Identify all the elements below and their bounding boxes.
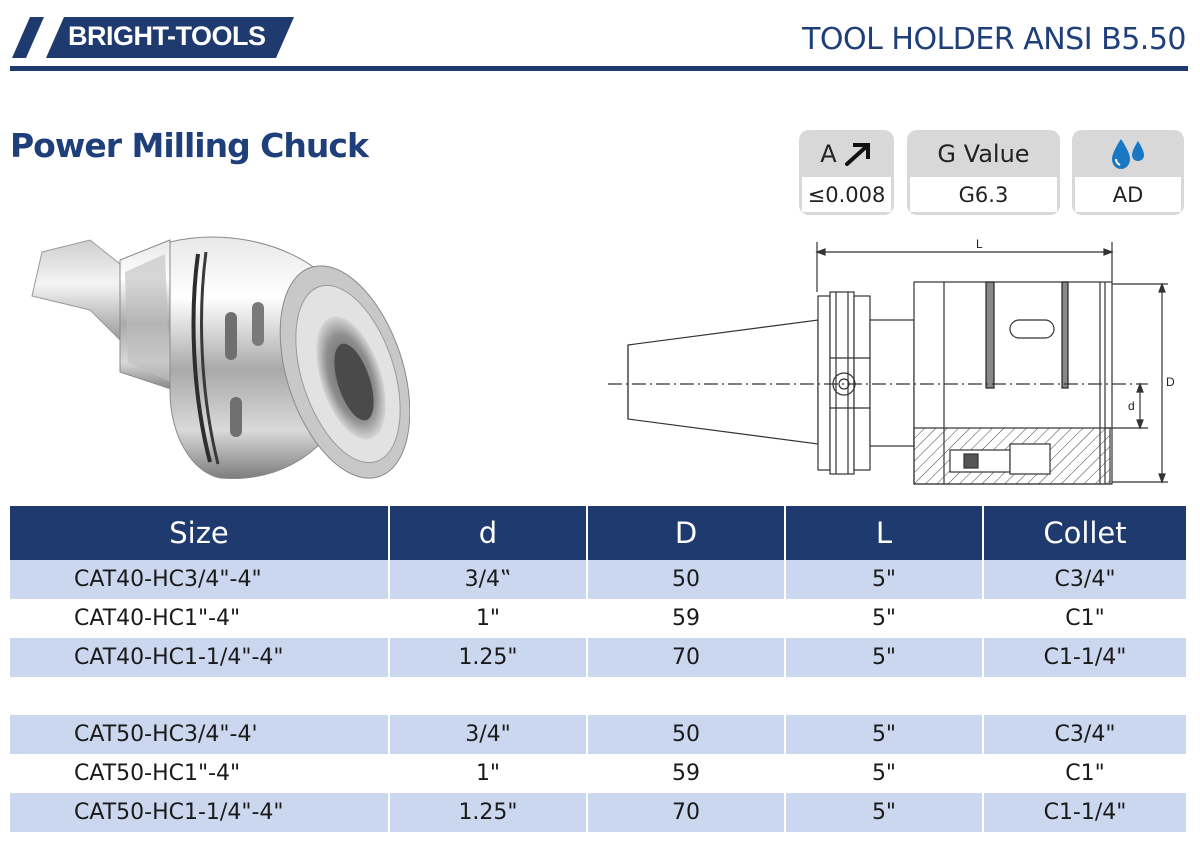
- coolant-drops-icon: [1108, 137, 1148, 171]
- cell-collet: C1-1/4": [984, 793, 1186, 832]
- runout-spec-box: [799, 130, 894, 215]
- runout-label: A: [820, 139, 837, 168]
- header-divider: [10, 66, 1188, 71]
- runout-arrow-icon: [843, 141, 873, 167]
- coolant-value: AD: [1075, 177, 1181, 212]
- cell-L: 5": [786, 793, 984, 832]
- cell-collet: C1-1/4": [984, 638, 1186, 677]
- cell-collet: C3/4": [984, 715, 1186, 754]
- document-title: TOOL HOLDER ANSI B5.50: [802, 22, 1186, 57]
- col-header-L: L: [786, 506, 984, 560]
- technical-drawing: [600, 232, 1190, 494]
- cell-L: 5": [786, 560, 984, 599]
- cell-size: CAT40-HC3/4"-4": [10, 560, 390, 599]
- col-header-collet: Collet: [984, 506, 1186, 560]
- g-value-label: G Value: [937, 139, 1030, 168]
- cell-d: 3/4": [390, 715, 588, 754]
- cell-d: 1.25": [390, 793, 588, 832]
- table-row: [10, 715, 1186, 754]
- spec-table: [10, 506, 1186, 832]
- table-row: [10, 638, 1186, 677]
- cell-D: 50: [588, 560, 786, 599]
- coolant-spec-box: [1072, 130, 1184, 215]
- table-header-row: [10, 506, 1186, 560]
- cell-d: 1": [390, 599, 588, 638]
- dimension-D-label: D: [1166, 375, 1175, 389]
- runout-value: ≤0.008: [802, 177, 891, 212]
- col-header-size: Size: [10, 506, 390, 560]
- cell-size: CAT50-HC3/4"-4': [10, 715, 390, 754]
- table-group-spacer: [10, 677, 1186, 715]
- brand-name: BRIGHT-TOOLS: [68, 21, 266, 51]
- cell-D: 59: [588, 599, 786, 638]
- cell-D: 59: [588, 754, 786, 793]
- brand-logo: [10, 15, 295, 59]
- table-row: [10, 599, 1186, 638]
- cell-L: 5": [786, 638, 984, 677]
- cell-L: 5": [786, 715, 984, 754]
- product-photo: [20, 232, 410, 494]
- cell-L: 5": [786, 599, 984, 638]
- cell-D: 50: [588, 715, 786, 754]
- cell-size: CAT50-HC1-1/4"-4": [10, 793, 390, 832]
- cell-D: 70: [588, 793, 786, 832]
- g-value: G6.3: [910, 177, 1057, 212]
- table-row: [10, 754, 1186, 793]
- cell-size: CAT50-HC1"-4": [10, 754, 390, 793]
- cell-size: CAT40-HC1"-4": [10, 599, 390, 638]
- dimension-L-label: L: [976, 237, 983, 251]
- cell-d: 1": [390, 754, 588, 793]
- cell-collet: C1": [984, 599, 1186, 638]
- cell-d: 1.25": [390, 638, 588, 677]
- table-row: [10, 793, 1186, 832]
- col-header-d: d: [390, 506, 588, 560]
- cell-D: 70: [588, 638, 786, 677]
- col-header-D: D: [588, 506, 786, 560]
- cell-collet: C3/4": [984, 560, 1186, 599]
- balance-grade-spec-box: [907, 130, 1060, 215]
- dimension-d-label: d: [1128, 399, 1135, 413]
- cell-d: 3/4‟: [390, 560, 588, 599]
- cell-L: 5": [786, 754, 984, 793]
- cell-size: CAT40-HC1-1/4"-4": [10, 638, 390, 677]
- product-title: Power Milling Chuck: [10, 126, 368, 165]
- table-row: [10, 560, 1186, 599]
- cell-collet: C1": [984, 754, 1186, 793]
